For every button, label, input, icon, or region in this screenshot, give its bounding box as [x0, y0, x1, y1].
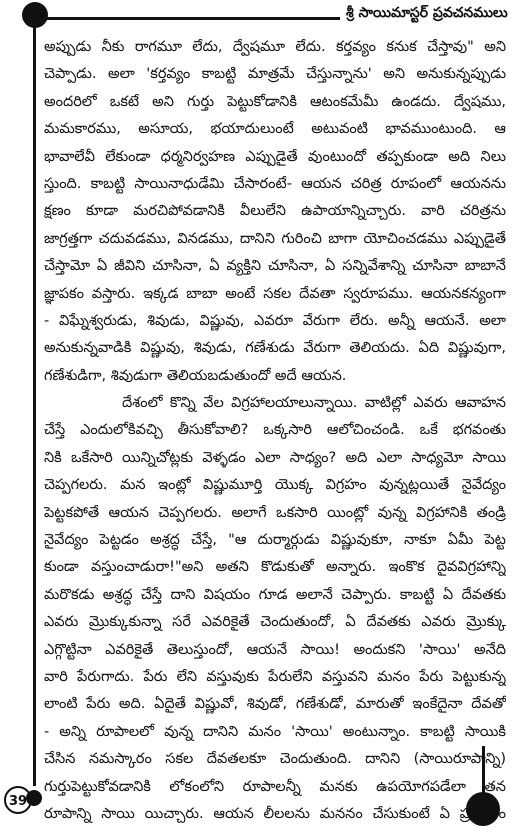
- text-line: గుర్తుపెట్టుకోవడానికి లోకంలోని రూపాలన్నీ మనకు ఉపయోగపడేలా తన: [44, 778, 506, 795]
- text-line: క్షణం కూడా మరచిపోవడానికి వీలులేని ఉపాయాన్నిచ్చారు. వారి చరిత్రను: [44, 203, 506, 220]
- text-line: కుండా వస్తుంచాడురా!"అని అతని కొడుకుతో అన్నారు. ఇంకొక దైవవిగ్రహాన్ని: [44, 559, 506, 576]
- header-rule: [46, 17, 340, 20]
- text-line: - అన్ని రూపాలలో వున్న దానిని మనం 'సాయి' అంటున్నాం. కాబట్టి సాయికి: [44, 723, 506, 740]
- text-line: - విఘ్నేశ్వరుడు, శివుడు, విష్ణువు, ఎవరూ వేరుగా లేరు. అన్నీ ఆయనే. అలా: [44, 312, 506, 329]
- text-line: అందరిలో ఒకటే అని గుర్తు పెట్టుకోడానికి ఆటంకమేమీ ఉండదు. ద్వేషము,: [44, 93, 506, 110]
- text-line: మమకారము, అసూయ, భయాదులుంటే అటువంటి భావముంటుంది. ఆ: [44, 121, 506, 138]
- text-line: స్తుంది. కాబట్టి సాయినాధుడేమి చేసారంటే- ఆయన చరిత్ర రూపంలో ఆయనను: [44, 175, 506, 192]
- text-line: అనుకున్నవాడికి విష్ణువు, శివుడు, గణేశుడు వేరుగా తెలియదు. ఏది విష్ణువుగా,: [44, 340, 506, 357]
- text-line: అప్పుడు నీకు రాగమూ లేదు, ద్వేషమూ లేదు. కర్తవ్యం కనుక చేస్తావు" అని: [44, 39, 506, 55]
- text-line: చెప్పాడు. అలా 'కర్తవ్యం కాబట్టి మాత్రమే చేస్తున్నాను' అని అనుకున్నప్పుడు: [44, 66, 506, 83]
- left-margin-rule: [33, 26, 36, 786]
- page-number: 39: [4, 786, 32, 814]
- text-line: వారి పేరుగాదు. పేరు లేని వస్తువుకు పేరులేని వస్తువని మనం పేరు పెట్టుకున్న: [44, 668, 506, 685]
- text-line: నికి ఒకేసారి యిన్నిచోట్లకు వెళ్ళడం ఎలా సాధ్యం? అది ఎలా సాధ్యమో సాయి: [44, 449, 506, 466]
- text-line: ఎగ్గొట్టినా ఎవరికైతే తెలుస్తుందో, ఆయనే సాయి! అందుకని 'సాయి' అనేది: [44, 641, 506, 658]
- text-line: రూపాన్ని సాయి యిచ్చారు. ఆయన లీలలను మననం చేసుకుంటే ఏ ప్రపంచం: [44, 805, 506, 822]
- text-line: ఎవరు మ్రొక్కుకున్నా సరే ఎవరికైతే చెందుతుందో, ఏ దేవతకు ఎవరు మ్రొక్కు: [44, 614, 506, 631]
- running-header-title: శ్రీ సాయిమాస్టర్ ప్రవచనములు: [346, 5, 508, 21]
- text-line: జ్ఞాపకం వస్తారు. ఇక్కడ బాబా అంటే సకల దేవతా స్వరూపము. ఆయనకన్యంగా: [44, 285, 506, 302]
- text-line: పెట్టకపోతే ఆయన చెప్పగలరు. అలాగే ఒకసారి యింట్లో వున్న విగ్రహానికి తండ్రి: [44, 504, 506, 521]
- body-text: [44, 34, 506, 828]
- text-line: లాంటి పేరు అది. ఏదైతే విష్ణువో, శివుడో, గణేశుడో, మారుతో ఇంకేదైనా దేవతో: [44, 696, 506, 713]
- paragraph: [44, 390, 506, 828]
- text-line: చెప్పగలరు. మన ఇంట్లో విష్ణుమూర్తి యొక్క విగ్రహం వున్నట్లయితే నైవేద్యం: [44, 477, 506, 494]
- text-line: చేస్తే ఎందులోకివచ్చి తీసుకోవాలి? ఒక్కసారి ఆలోచించండి. ఒకే భగవంతు: [44, 422, 506, 439]
- text-line: చేసిన నమస్కారం సకల దేవతలకూ చెందుతుంది. దానిని (సాయిరూపాన్ని): [44, 751, 506, 768]
- text-line: జాగ్రత్తగా చదువడము, వినడము, దానిని గురించి బాగా యోచించడము ఎప్పుడైతే: [44, 230, 506, 247]
- text-line: దేశంలో కొన్ని వేల విగ్రహాలయాలున్నాయి. వాటిల్లో ఎవరు ఆవాహన: [122, 395, 506, 412]
- header-ornament-dot: [22, 2, 48, 28]
- paragraph: [44, 34, 506, 390]
- text-line: భావాలేవీ లేకుండా ధర్మనిర్వహణ ఎప్పుడైతే వుంటుందో తప్పకుండా అది నిలు: [44, 148, 506, 165]
- text-line: నైవేద్యం పెట్టడం అశ్రద్ధ చేస్తే, "ఆ దుర్మార్గుడు విష్ణువుకూ, నాకూ ఏమీ పెట్ట: [44, 532, 506, 549]
- text-line: మరొకడు అశ్రద్ధ చేస్తే దాని విషయం గూడ అలానే చెప్పారు. కాబట్టి ఏ దేవతకు: [44, 586, 506, 603]
- text-line: చేస్తామో ఏ జీవిని చూసినా, ఏ వ్యక్తిని చూసినా, ఏ సన్నివేశాన్ని చూసినా బాబానే: [44, 258, 506, 275]
- text-line: గణేశుడిగా, శివుడుగా తెలియబడుతుందో అదే ఆయన.: [44, 367, 347, 384]
